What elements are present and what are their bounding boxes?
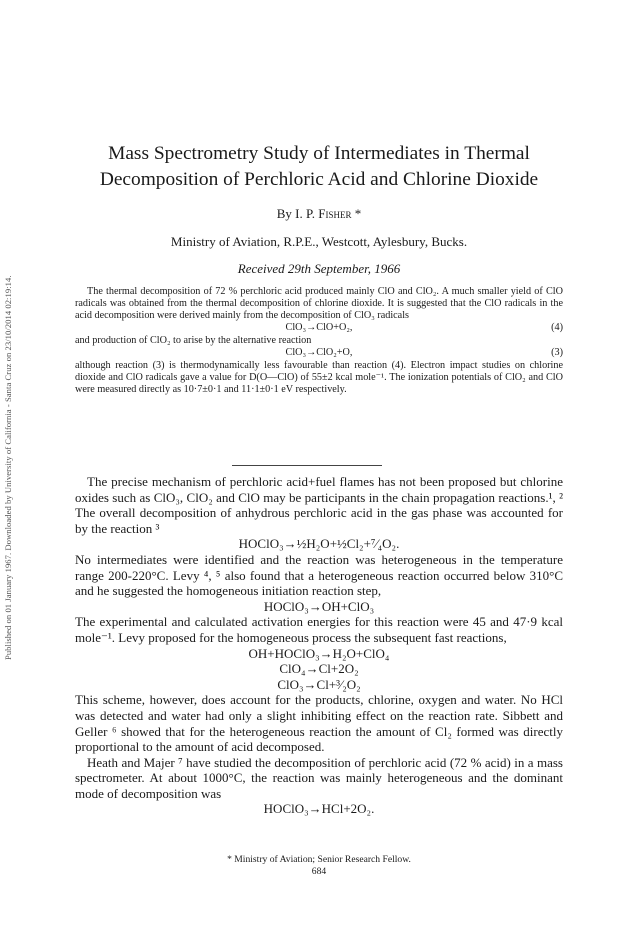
body-equation-3: OH+HOClO₃→H₂O+ClO₄: [248, 645, 390, 661]
download-watermark: [3, 120, 13, 660]
received-date-text: Received 29th September, 1966: [237, 261, 401, 276]
body-text: [75, 474, 563, 817]
abstract-equation-4: [75, 322, 563, 335]
author-footnote-mark: *: [351, 206, 362, 221]
body-equation-4: ClO₄→Cl+2O₂: [279, 661, 359, 677]
paper-title: [75, 141, 563, 193]
section-divider: [232, 465, 382, 466]
download-watermark-text: Published on 01 January 1967. Downloaded by University of California - Santa Cruz on 23/10/2014 02:19:14.: [3, 275, 13, 660]
author-name: I. P. Fisher: [295, 206, 352, 221]
received-date: [75, 261, 563, 277]
byline: [75, 206, 563, 222]
abstract-equation-3: [75, 347, 563, 360]
affiliation: Ministry of Aviation, R.P.E., Westcott, Aylesbury, Bucks.: [170, 234, 468, 249]
body-paragraph-2: No intermediates were identified and the reaction was heterogeneous in the temperature range 200-220°C. Levy ⁴, ⁵ also found that a heterogeneous reaction occurred below 310°C and he suggested the homogeneous initiation reaction step,: [75, 551, 563, 599]
abstract: [75, 286, 563, 396]
abstract-equation-3-text: ClO₃→ClO₂+O,: [285, 346, 353, 358]
abstract-paragraph-3: although reaction (3) is thermodynamically less favourable than reaction (4). Electron impact studies on chlorine dioxide and ClO radicals gave a value for D(O—ClO) of 55±2 kcal mole⁻¹. The ionization potentials of ClO₂ and ClO were measured directly as 10·7±0·1 and 11·1±0·1 eV respectively.: [75, 359, 563, 395]
byline-by: By: [276, 206, 292, 221]
body-equation-6: HOClO₃→HCl+2O₂.: [263, 801, 375, 817]
abstract-equation-4-text: ClO₃→ClO+O₂,: [285, 322, 353, 334]
body-paragraph-4: This scheme, however, does account for the products, chlorine, oxygen and water. No HCl was detected and water had only a slight inhibiting effect on the reaction rate. Sibbett and Geller ⁶ showed that for the heterogeneous reaction the amount of Cl₂ formed was directly proportional to the amount of acid decomposed.: [75, 692, 563, 755]
body-equation-2: HOClO₃→OH+ClO₃: [263, 598, 375, 614]
footnote: [75, 854, 563, 878]
body-paragraph-5: Heath and Majer ⁷ have studied the decomposition of perchloric acid (72 % acid) in a mass spectrometer. At about 1000°C, the reaction was mainly heterogeneous and the dominant mode of decomposition was: [75, 754, 563, 801]
footnote-text: * Ministry of Aviation; Senior Research Fellow.: [227, 854, 411, 865]
title-line-2: Decomposition of Perchloric Acid and Chlorine Dioxide: [99, 169, 539, 190]
abstract-equation-4-number: (4): [551, 322, 563, 334]
abstract-paragraph-2: and production of ClO₂ to arise by the alternative reaction: [75, 334, 312, 346]
body-equation-5: ClO₃→Cl+³⁄₂O₂: [277, 676, 361, 692]
body-paragraph-3: The experimental and calculated activation energies for this reaction were 45 and 47·9 kcal mole⁻¹. Levy proposed for the homogeneous process the subsequent fast reactions,: [75, 614, 563, 645]
body-paragraph-1: The precise mechanism of perchloric acid+fuel flames has not been proposed but chlorine oxides such as ClO₃, ClO₂ and ClO may be participants in the chain propagation reactions.¹, ² The overall decomposition of anhydrous perchloric acid in the gas phase was accounted for by the reaction ³: [75, 474, 563, 536]
page-number: 684: [311, 866, 327, 877]
body-equation-1: HOClO₃→½H₂O+½Cl₂+⁷⁄₄O₂.: [238, 536, 400, 552]
abstract-paragraph-1: The thermal decomposition of 72 % perchloric acid produced mainly ClO and ClO₂. A much smaller yield of ClO radicals was obtained from the thermal decomposition of chlorine dioxide. It is suggested that the ClO radicals in the acid decomposition were derived mainly from the decomposition of ClO₃ radicals: [75, 286, 563, 322]
abstract-equation-3-number: (3): [551, 346, 563, 358]
title-line-1: Mass Spectrometry Study of Intermediates in Thermal: [108, 143, 530, 164]
